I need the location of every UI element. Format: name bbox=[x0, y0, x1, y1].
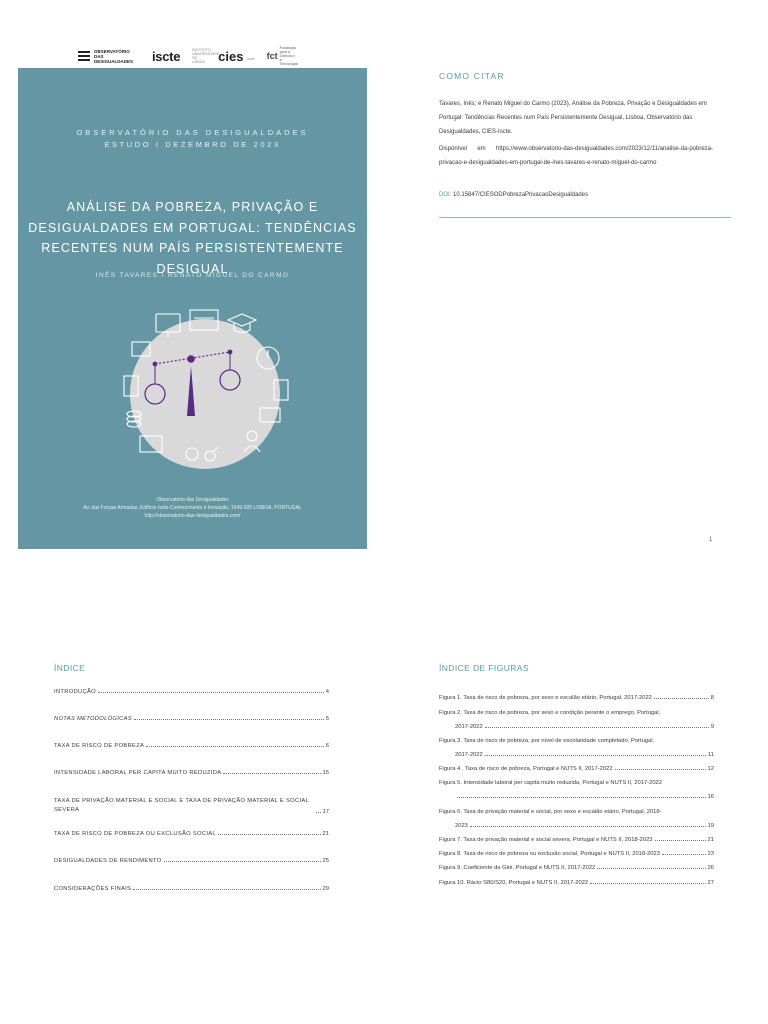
figure-item-continuation[interactable] bbox=[455, 752, 714, 758]
figure-leader bbox=[485, 727, 709, 728]
figure-item[interactable] bbox=[439, 880, 714, 886]
toc-item-page: 6 bbox=[325, 743, 329, 749]
figure-item[interactable] bbox=[439, 780, 714, 786]
figure-item[interactable] bbox=[439, 851, 714, 857]
figure-item-label: Figura 4 . Taxa de risco de pobreza, Portugal e NUTS II, 2017-2022 bbox=[439, 766, 613, 772]
figure-item-label: Figura 1. Taxa de risco de pobreza, por sexo e escalão etário, Portugal, 2017-2022 bbox=[439, 695, 652, 701]
figure-item-continuation[interactable] bbox=[455, 823, 714, 829]
toc-item-page: 4 bbox=[325, 689, 329, 695]
toc-leader bbox=[218, 834, 321, 835]
citation-heading: COMO CITAR bbox=[439, 71, 505, 81]
figure-item[interactable] bbox=[439, 710, 714, 716]
toc-item-label: NOTAS METODOLÓGICAS bbox=[54, 716, 132, 722]
figures-index-heading: ÍNDICE DE FIGURAS bbox=[439, 663, 529, 673]
figure-item-label: Figura 9. Coeficiente de Gini, Portugal e NUTS II, 2017-2022 bbox=[439, 865, 596, 871]
toc-item[interactable] bbox=[54, 858, 329, 864]
toc-item[interactable] bbox=[54, 689, 329, 695]
cover-footer bbox=[18, 496, 367, 520]
figure-item-label: Figura 10. Rácio S80/S20, Portugal e NUTS II, 2017-2022 bbox=[439, 880, 589, 886]
cies-logo: cies bbox=[218, 48, 244, 64]
fct-logo-text: fct bbox=[266, 51, 278, 61]
figure-item[interactable] bbox=[439, 738, 714, 744]
toc-item[interactable] bbox=[54, 797, 329, 815]
doi-label: DOI: bbox=[439, 192, 452, 198]
figure-leader bbox=[597, 868, 705, 869]
figure-item[interactable] bbox=[439, 766, 714, 772]
toc-item-label: DESIGUALDADES DE RENDIMENTO bbox=[54, 858, 162, 864]
toc-item-page: 5 bbox=[325, 716, 329, 722]
toc-leader bbox=[316, 812, 321, 813]
figure-item[interactable] bbox=[439, 695, 714, 701]
toc-item-label: INTENSIDADE LABORAL PER CAPITA MUITO REDUZIDA bbox=[54, 770, 222, 776]
toc-item-page: 17 bbox=[322, 809, 329, 815]
figure-item-page: 12 bbox=[707, 766, 714, 772]
cover-organization: OBSERVATÓRIO DAS DESIGUALDADES bbox=[76, 128, 309, 137]
toc-item-page: 29 bbox=[322, 886, 329, 892]
citation-text: Tavares, Inês; e Renato Miguel do Carmo (2023), Análise da Pobreza, Privação e Desigualdades em Portugal: Tendências Recentes num País Persistentemente Desigual, Lisboa, Observatório das Desigualdades, CIES-Iscte. bbox=[439, 101, 707, 135]
toc-leader bbox=[133, 889, 320, 890]
toc-leader bbox=[134, 719, 324, 720]
figure-leader bbox=[457, 797, 706, 798]
observatorio-logo bbox=[78, 49, 140, 64]
figure-item-label: Figura 8. Taxa de risco de pobreza ou exclusão social, Portugal e NUTS II, 2018-2023 bbox=[439, 851, 660, 857]
toc-leader bbox=[164, 861, 321, 862]
cover-footer-address: Av. das Forças Armadas, Edifício Iscte-Conhecimento e Inovação, 1649-026 LISBOA, PORTUGAL bbox=[83, 505, 302, 511]
partner-logos bbox=[78, 46, 298, 66]
figure-item-page: 21 bbox=[707, 837, 714, 843]
figure-leader bbox=[662, 854, 706, 855]
toc-item-label: TAXA DE RISCO DE POBREZA OU EXCLUSÃO SOCIAL bbox=[54, 831, 216, 837]
figure-leader bbox=[654, 698, 709, 699]
fct-logo bbox=[267, 46, 298, 66]
figure-item-label: Figura 2. Taxa de risco de pobreza, por sexo e condição perante o emprego, Portugal, bbox=[439, 710, 661, 716]
figure-item-page: 11 bbox=[707, 752, 714, 758]
figure-item[interactable] bbox=[439, 837, 714, 843]
toc-leader bbox=[146, 746, 324, 747]
cies-logo-subtitle: _iscte bbox=[245, 57, 255, 61]
figure-item[interactable] bbox=[439, 865, 714, 871]
doi-value[interactable]: 10.15847/CIESODPobrezaPrivacaoDesigualdades bbox=[453, 192, 589, 198]
cover-footer-url[interactable]: http://observatorio-das-desigualdades.com/ bbox=[144, 513, 241, 519]
figure-item-continuation[interactable] bbox=[455, 794, 714, 800]
figure-item-page: 8 bbox=[710, 695, 714, 701]
figure-leader bbox=[485, 755, 706, 756]
figure-item-label: Figura 3. Taxa de risco de pobreza, por nível de escolaridade completado, Portugal, bbox=[439, 738, 655, 744]
figure-item-page: 9 bbox=[710, 724, 714, 730]
citation-divider bbox=[439, 217, 731, 218]
page-number: 1 bbox=[709, 537, 713, 543]
illustration-circle bbox=[130, 319, 280, 469]
figure-item-continuation[interactable] bbox=[455, 724, 714, 730]
figure-leader bbox=[470, 826, 706, 827]
citation-doi bbox=[439, 192, 588, 198]
figure-leader bbox=[590, 883, 705, 884]
toc-item[interactable] bbox=[54, 770, 329, 776]
toc-leader bbox=[223, 773, 320, 774]
toc-item-page: 15 bbox=[322, 770, 329, 776]
figure-item-page: 27 bbox=[707, 880, 714, 886]
toc-item[interactable] bbox=[54, 831, 329, 837]
toc-item-label: INTRODUÇÃO bbox=[54, 689, 96, 695]
toc-item-label: TAXA DE RISCO DE POBREZA bbox=[54, 743, 145, 749]
figure-item-page: 26 bbox=[707, 865, 714, 871]
figure-item-label: Figura 7. Taxa de privação material e social severa, Portugal e NUTS II, 2018-2023 bbox=[439, 837, 653, 843]
citation-available-link[interactable]: Disponível em https://www.observatorio-das-desigualdades.com/2023/12/11/analise-da-pobreza-privacao-e-desigualdades-em-portugal-de-ines-tavares-e-renato-miguel-do-carmo bbox=[439, 146, 713, 166]
figure-leader bbox=[655, 840, 706, 841]
figure-item-page: 16 bbox=[707, 794, 714, 800]
toc-item-page: 25 bbox=[322, 858, 329, 864]
toc-item-label: TAXA DE PRIVAÇÃO MATERIAL E SOCIAL E TAXA DE PRIVAÇÃO MATERIAL E SOCIAL SEVERA bbox=[54, 798, 309, 813]
cover-study-date: ESTUDO I DEZEMBRO DE 2023 bbox=[104, 140, 281, 149]
fct-logo-subtitle: Fundação para a Ciência e a Tecnologia bbox=[279, 46, 298, 66]
toc-item-page: 21 bbox=[322, 831, 329, 837]
figure-item-page: 23 bbox=[707, 851, 714, 857]
figure-item[interactable] bbox=[439, 809, 714, 815]
toc-heading: ÍNDICE bbox=[54, 663, 86, 673]
cover-title: ANÁLISE DA POBREZA, PRIVAÇÃO E DESIGUALDADES EM PORTUGAL: TENDÊNCIAS RECENTES NUM PAÍS PERSISTENTEMENTE DESIGUAL bbox=[28, 200, 357, 276]
balance-scale-illustration bbox=[110, 306, 300, 481]
figure-item-label: Figura 5. Intensidade laboral per capita muito reduzida, Portugal e NUTS II, 2017-2022 bbox=[439, 780, 662, 786]
figure-leader bbox=[615, 769, 706, 770]
figure-item-page: 19 bbox=[707, 823, 714, 829]
figure-item-label-cont: 2023 bbox=[455, 823, 468, 829]
cover-footer-org: Observatório das Desigualdades bbox=[156, 497, 229, 503]
figure-item-label: Figura 6. Taxa de privação material e social, por sexo e escalão etário, Portugal, 2018- bbox=[439, 809, 662, 815]
toc-item[interactable] bbox=[54, 716, 329, 722]
observatorio-mark-icon bbox=[78, 51, 90, 61]
figure-item-label-cont: 2017-2022 bbox=[455, 724, 483, 730]
figure-item-label-cont: 2017-2022 bbox=[455, 752, 483, 758]
toc-item-label: CONSIDERAÇÕES FINAIS bbox=[54, 886, 132, 892]
toc-leader bbox=[98, 692, 324, 693]
iscte-logo: iscte bbox=[152, 48, 181, 64]
toc-item[interactable] bbox=[54, 886, 329, 892]
observatorio-logo-text: OBSERVATÓRIO DAS DESIGUALDADES bbox=[94, 48, 134, 64]
iscte-logo-subtitle: INSTITUTO UNIVERSITÁRIO DE LISBOA bbox=[192, 48, 220, 64]
cover-authors: INÊS TAVARES I RENATO MIGUEL DO CARMO bbox=[95, 272, 290, 279]
report-cover bbox=[18, 68, 367, 549]
toc-item[interactable] bbox=[54, 743, 329, 749]
